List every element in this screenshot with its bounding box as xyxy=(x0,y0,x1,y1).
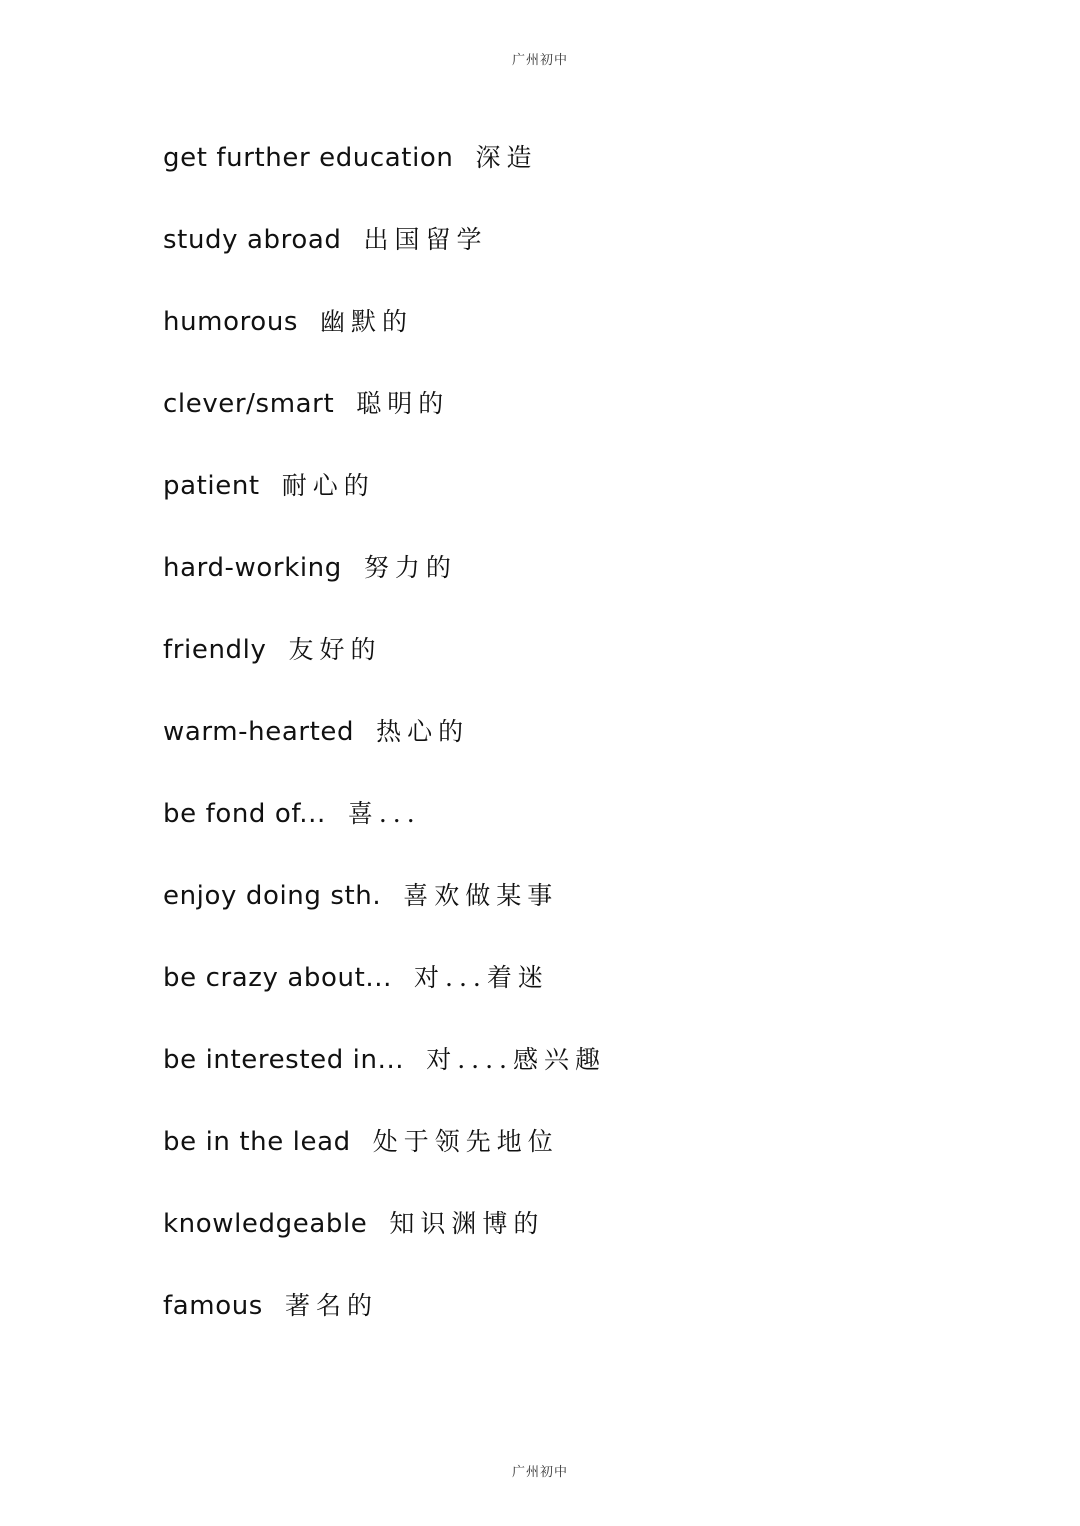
vocab-item xyxy=(163,874,983,956)
vocab-item xyxy=(163,300,983,382)
vocab-term: study abroad xyxy=(163,225,342,255)
vocab-term: knowledgeable xyxy=(163,1209,368,1239)
vocab-term: friendly xyxy=(163,635,267,665)
page-footer: 广州初中 xyxy=(511,1465,568,1480)
vocab-term: be interested in... xyxy=(163,1045,405,1075)
vocab-term: hard-working xyxy=(163,553,342,583)
vocab-item xyxy=(163,1284,983,1366)
vocab-item xyxy=(163,710,983,792)
vocab-term: enjoy doing sth. xyxy=(163,881,382,911)
vocab-meaning: 耐心的 xyxy=(281,471,375,500)
vocab-meaning: 处于领先地位 xyxy=(372,1127,559,1156)
vocab-item xyxy=(163,1202,983,1284)
vocab-meaning: 努力的 xyxy=(363,553,457,582)
vocab-item xyxy=(163,136,983,218)
vocab-meaning: 出国留学 xyxy=(363,225,488,254)
vocab-term: humorous xyxy=(163,307,299,337)
vocab-meaning: 对....感兴趣 xyxy=(426,1045,606,1074)
vocabulary-list xyxy=(163,136,983,1366)
vocab-term: patient xyxy=(163,471,260,501)
vocab-item xyxy=(163,956,983,1038)
vocab-item xyxy=(163,382,983,464)
vocab-meaning: 喜... xyxy=(347,799,421,828)
vocab-meaning: 友好的 xyxy=(288,635,382,664)
vocab-term: be fond of... xyxy=(163,799,326,829)
vocab-term: get further education xyxy=(163,143,454,173)
vocab-meaning: 著名的 xyxy=(284,1291,378,1320)
vocab-term: famous xyxy=(163,1291,263,1321)
vocab-meaning: 热心的 xyxy=(376,717,470,746)
vocab-term: warm-hearted xyxy=(163,717,355,747)
vocab-term: be in the lead xyxy=(163,1127,351,1157)
vocab-item xyxy=(163,1120,983,1202)
vocab-meaning: 幽默的 xyxy=(320,307,414,336)
vocab-item xyxy=(163,464,983,546)
vocab-meaning: 知识渊博的 xyxy=(389,1209,545,1238)
vocab-meaning: 喜欢做某事 xyxy=(403,881,559,910)
vocab-meaning: 深造 xyxy=(475,143,538,172)
vocab-meaning: 对...着迷 xyxy=(414,963,549,992)
vocab-item xyxy=(163,1038,983,1120)
vocab-term: clever/smart xyxy=(163,389,335,419)
vocab-term: be crazy about... xyxy=(163,963,392,993)
vocab-meaning: 聪明的 xyxy=(356,389,450,418)
vocab-item xyxy=(163,546,983,628)
page-header: 广州初中 xyxy=(511,53,568,68)
vocab-item xyxy=(163,792,983,874)
vocab-item xyxy=(163,218,983,300)
vocab-item xyxy=(163,628,983,710)
